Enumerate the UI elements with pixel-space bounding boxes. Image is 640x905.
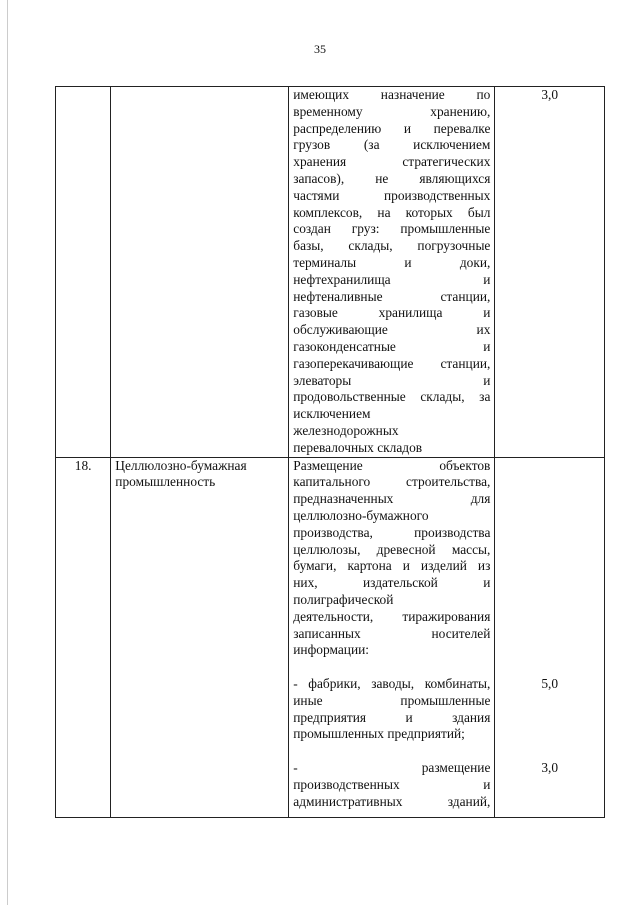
activity-name-line: Целлюлозно-бумажная: [115, 457, 247, 473]
description-line: предприятия и здания: [293, 709, 491, 725]
description-cell: [289, 457, 495, 817]
description-line: бумаги, картона и изделий из: [293, 558, 491, 574]
value: 3,0: [541, 760, 559, 776]
description-line: продовольственные склады, за: [293, 389, 491, 405]
description-line: газоперекачивающие станции,: [293, 355, 491, 371]
description-line: распределению и перевалке: [293, 120, 491, 136]
description-line: комплексов, на которых был: [293, 204, 491, 220]
description-line: нефтеналивные станции,: [293, 288, 491, 304]
spacer: [293, 659, 490, 676]
value-cell: [495, 457, 605, 817]
value: 5,0: [541, 675, 559, 691]
description-line: железнодорожных: [293, 422, 399, 438]
description-line: запасов), не являющихся: [293, 170, 491, 186]
description-line: исключением: [293, 406, 371, 422]
description-line: них, издательской и: [293, 575, 491, 591]
spacer: [293, 743, 490, 760]
activity-name-cell: [111, 87, 289, 458]
description-line: предназначенных для: [293, 491, 491, 507]
page-number: 35: [314, 42, 326, 56]
table-row: [56, 87, 605, 458]
description-line: административных зданий,: [293, 793, 491, 809]
description-line: перевалочных складов: [293, 439, 423, 455]
page-edge: [7, 0, 8, 905]
zoning-table: [55, 86, 605, 818]
description-line: капитального строительства,: [293, 474, 491, 490]
description-line: частями производственных: [293, 187, 491, 203]
description-line: газовые хранилища и: [293, 305, 491, 321]
description-line: хранения стратегических: [293, 154, 491, 170]
description-line: обслуживающие их: [293, 322, 491, 338]
description-line: создан груз: промышленные: [293, 221, 491, 237]
description-line: производственных и: [293, 777, 491, 793]
description-line: целлюлозы, древесной массы,: [293, 541, 491, 557]
description-line: производства, производства: [293, 524, 491, 540]
activity-name-line: промышленность: [115, 474, 216, 490]
description-line: полиграфической: [293, 591, 394, 607]
description-line: газоконденсатные и: [293, 338, 491, 354]
description-line: - размещение: [293, 760, 491, 776]
description-line: целлюлозно-бумажного: [293, 507, 429, 523]
description-line: записанных носителей: [293, 625, 491, 641]
description-line: Размещение объектов: [293, 457, 491, 473]
description-line: терминалы и доки,: [293, 254, 491, 270]
description-line: иные промышленные: [293, 692, 491, 708]
description-line: грузов (за исключением: [293, 137, 491, 153]
description-line: элеваторы и: [293, 372, 491, 388]
activity-name-cell: [111, 457, 289, 817]
value: 3,0: [541, 87, 559, 102]
description-line: - фабрики, заводы, комбинаты,: [293, 676, 491, 692]
description-line: имеющих назначение по: [293, 87, 491, 102]
row-number-cell: 18.: [56, 457, 111, 817]
value-cell: [495, 87, 605, 458]
description-line: промышленных предприятий;: [293, 726, 465, 742]
row-number-cell: [56, 87, 111, 458]
description-line: нефтехранилища и: [293, 271, 491, 287]
description-line: временному хранению,: [293, 103, 491, 119]
description-cell: [289, 87, 495, 458]
table-row: [56, 457, 605, 817]
description-line: информации:: [293, 642, 370, 658]
description-line: базы, склады, погрузочные: [293, 238, 491, 254]
description-line: деятельности, тиражирования: [293, 608, 491, 624]
